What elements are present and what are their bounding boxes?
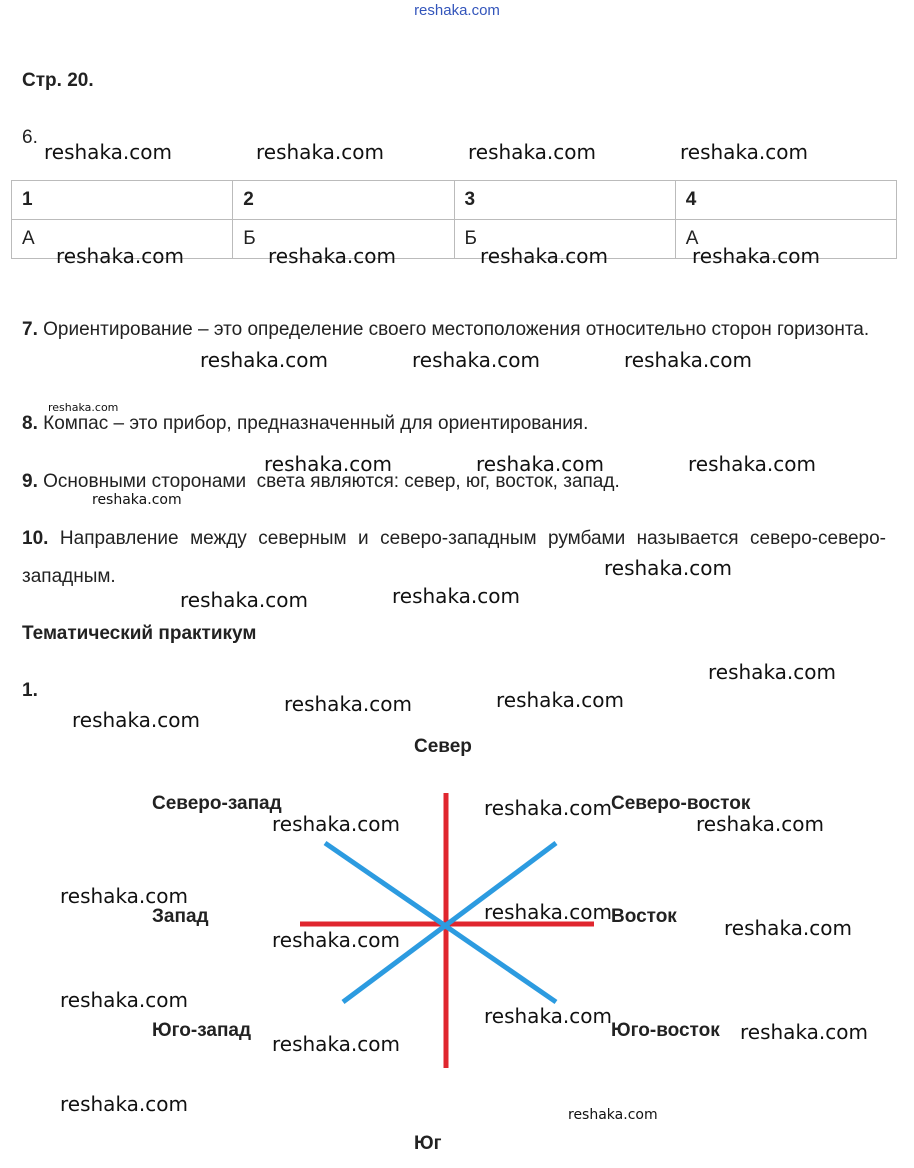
task7-number: 7. — [22, 319, 38, 340]
watermark: reshaka.com — [680, 140, 808, 164]
watermark: reshaka.com — [476, 452, 604, 476]
task7-text: Ориентирование – это определение своего местоположения относительно сторон горизонта. — [43, 319, 870, 340]
table-header-cell: 3 — [454, 181, 675, 220]
task9-text: Основными сторонами света являются: север, юг, восток, запад. — [43, 471, 620, 492]
watermark: reshaka.com — [468, 140, 596, 164]
label-north: Север — [414, 736, 472, 757]
table-cell: Б — [454, 220, 675, 259]
watermark: reshaka.com — [480, 244, 608, 268]
watermark: reshaka.com — [272, 812, 400, 836]
watermark: reshaka.com — [72, 708, 200, 732]
watermark: reshaka.com — [256, 140, 384, 164]
watermark: reshaka.com — [392, 584, 520, 608]
page-label: Стр. 20. — [22, 70, 94, 91]
watermark: reshaka.com — [56, 244, 184, 268]
table-header-cell: 4 — [675, 181, 896, 220]
watermark: reshaka.com — [484, 900, 612, 924]
watermark: reshaka.com — [484, 1004, 612, 1028]
label-south: Юг — [414, 1133, 442, 1154]
watermark: reshaka.com — [60, 988, 188, 1012]
watermark: reshaka.com — [272, 1032, 400, 1056]
watermark: reshaka.com — [740, 1020, 868, 1044]
task9-number: 9. — [22, 471, 38, 492]
watermark: reshaka.com — [92, 492, 182, 508]
label-northwest: Северо-запад — [152, 793, 282, 814]
watermark: reshaka.com — [604, 556, 732, 580]
watermark: reshaka.com — [264, 452, 392, 476]
watermark: reshaka.com — [44, 140, 172, 164]
table-header-cell: 1 — [12, 181, 233, 220]
watermark: reshaka.com — [200, 348, 328, 372]
table-cell: Б — [233, 220, 454, 259]
watermark: reshaka.com — [696, 812, 824, 836]
watermark: reshaka.com — [624, 348, 752, 372]
watermark: reshaka.com — [688, 452, 816, 476]
watermark: reshaka.com — [272, 928, 400, 952]
label-west: Запад — [152, 906, 209, 927]
watermark: reshaka.com — [412, 348, 540, 372]
watermark: reshaka.com — [496, 688, 624, 712]
watermark: reshaka.com — [284, 692, 412, 716]
task10-text: Направление между северным и северо-западным румбами называется северо-северо-западным. — [22, 528, 886, 587]
watermark: reshaka.com — [568, 1107, 658, 1123]
watermark: reshaka.com — [180, 588, 308, 612]
watermark: reshaka.com — [268, 244, 396, 268]
section-title: Тематический практикум — [22, 623, 257, 644]
task8-number: 8. — [22, 413, 38, 434]
label-southwest: Юго-запад — [152, 1020, 252, 1041]
label-southeast: Юго-восток — [611, 1020, 720, 1041]
table-cell: А — [12, 220, 233, 259]
task10-number: 10. — [22, 528, 49, 549]
watermark: reshaka.com — [724, 916, 852, 940]
watermark: reshaka.com — [708, 660, 836, 684]
watermark: reshaka.com — [60, 884, 188, 908]
label-east: Восток — [611, 906, 677, 927]
watermark: reshaka.com — [48, 401, 119, 414]
task6-number: 6. — [22, 127, 38, 148]
practicum1-number: 1. — [22, 680, 38, 701]
watermark: reshaka.com — [692, 244, 820, 268]
table-cell: А — [675, 220, 896, 259]
label-northeast: Северо-восток — [611, 793, 751, 814]
site-header[interactable]: reshaka.com — [414, 2, 500, 19]
task8-text: Компас – это прибор, предназначенный для ориентирования. — [43, 413, 589, 434]
watermark: reshaka.com — [60, 1092, 188, 1116]
table-header-cell: 2 — [233, 181, 454, 220]
watermark: reshaka.com — [484, 796, 612, 820]
